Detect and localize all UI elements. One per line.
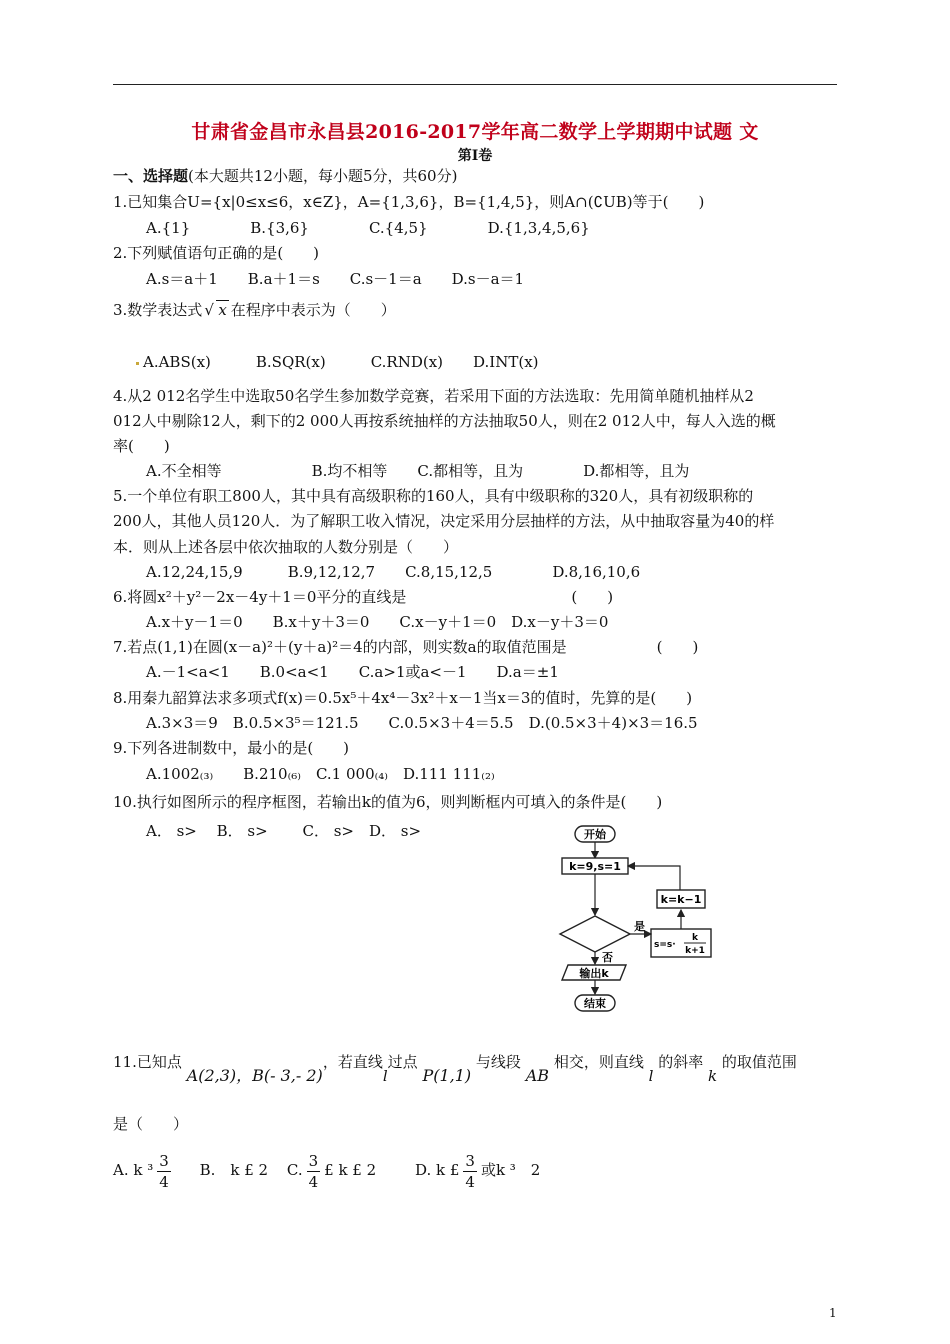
q4-line-1: 4.从2 012名学生中选取50名学生参加数学竞赛，若采用下面的方法选取：先用简单随机抽样从2 — [113, 387, 754, 405]
q8-stem: 8.用秦九韶算法求多项式f(x)＝0.5x⁵＋4x⁴－3x²＋x－1当x＝3的值时，先算的是( ) — [113, 689, 693, 707]
fraction — [307, 1151, 321, 1192]
q11-stem — [113, 1052, 843, 1092]
q1-options: A.{1} B.{3,6} C.{4,5} D.{1,3,4,5,6} — [146, 219, 590, 237]
q11-option-b: B. k £ 2 — [199, 1161, 269, 1179]
q11-option-a — [113, 1151, 175, 1191]
q11-point-p: P(1,1) — [422, 1066, 472, 1085]
q11-seg2: ，若直线 — [322, 1053, 383, 1071]
q11-option-c — [286, 1151, 377, 1191]
q9-stem: 9.下列各进制数中，最小的是( ) — [113, 739, 350, 757]
section-label: 一、选择题 — [113, 167, 189, 185]
q8-options: A.3×3＝9 B.0.5×3⁵＝121.5 C.0.5×3＋4＝5.5 D.(0.5×3＋4)×3＝16.5 — [146, 714, 698, 732]
fraction-denominator: 4 — [308, 1172, 319, 1191]
q3-stem-pre: 3.数学表达式 — [113, 301, 203, 319]
q5-line-2: 200人，其他人员120人．为了解职工收入情况，决定采用分层抽样的方法，从中抽取容量为40的样 — [113, 512, 775, 530]
q3-stem — [113, 300, 396, 320]
flowchart-update-den: k+1 — [685, 946, 705, 956]
q11-line-b: 是（ ） — [113, 1115, 189, 1133]
q7-stem: 7.若点(1,1)在圆(x－a)²＋(y＋a)²＝4的内部，则实数a的取值范围是 ( ) — [113, 638, 699, 656]
fraction-denominator: 4 — [159, 1172, 169, 1191]
q7-options: A.－1<a<1 B.0<a<1 C.a>1或a<－1 D.a＝±1 — [146, 663, 559, 681]
q9-options: A.1002₍₃₎ B.210₍₆₎ C.1 000₍₄₎ D.111 111₍₂₎ — [146, 765, 495, 783]
volume-label: 第Ⅰ卷 — [457, 148, 493, 164]
q11-options — [113, 1150, 613, 1194]
q1-stem: 1.已知集合U={x|0≤x≤6，x∈Z}，A={1,3,6}，B={1,4,5}，则A∩(∁UB)等于( ) — [113, 193, 705, 211]
document-title: 甘肃省金昌市永昌县2016-2017学年高二数学上学期期中试题 文 — [191, 121, 759, 143]
q11-seg1: 11.已知点 — [113, 1053, 182, 1071]
flowchart — [550, 820, 720, 1020]
q4-line-3: 率( ) — [113, 437, 170, 455]
fraction-numerator: 3 — [159, 1151, 169, 1170]
q5-line-3: 本．则从上述各层中依次抽取的人数分别是（ ） — [113, 538, 459, 556]
q11-line-l-2: l — [648, 1067, 654, 1085]
q5-line-1: 5.一个单位有职工800人，其中具有高级职称的160人，具有中级职称的320人，具有初级职称的 — [113, 487, 754, 505]
q11-segment-ab: AB — [525, 1066, 550, 1085]
q3-stem-post: 在程序中表示为（ ） — [230, 301, 396, 319]
flowchart-start-label: 开始 — [584, 828, 606, 841]
fraction — [157, 1151, 171, 1192]
flowchart-update-prefix: s=s· — [654, 940, 676, 950]
header-rule — [113, 84, 837, 85]
q11-seg6: 的斜率 — [658, 1053, 704, 1071]
flowchart-yes-label: 是 — [634, 920, 645, 933]
sqrt-expression — [204, 300, 228, 320]
sqrt-radicand: x — [218, 301, 227, 319]
q11-option-d-post: 或k ³ 2 — [480, 1161, 541, 1179]
q3-options: A.ABS(x) B.SQR(x) C.RND(x) D.INT(x) — [143, 353, 539, 371]
q2-stem: 2.下列赋值语句正确的是( ) — [113, 244, 320, 262]
page-number: 1 — [829, 1306, 837, 1320]
flowchart-init-label: k=9,s=1 — [569, 860, 621, 873]
flowchart-end-label: 结束 — [584, 997, 606, 1010]
q11-seg7: 的取值范围 — [721, 1053, 797, 1071]
q10-stem: 10.执行如图所示的程序框图，若输出k的值为6，则判断框内可填入的条件是( ) — [113, 793, 663, 811]
q6-stem: 6.将圆x²＋y²－2x－4y＋1＝0平分的直线是 ( ) — [113, 588, 614, 606]
q11-option-a-text: A. k ³ — [113, 1161, 154, 1179]
q4-options: A.不全相等 B.均不相等 C.都相等，且为 D.都相等，且为 — [146, 462, 690, 480]
q11-slope-k: k — [708, 1067, 718, 1085]
q10-options: A． s> B． s> C． s> D． s> — [146, 822, 422, 840]
q11-seg4: 与线段 — [475, 1053, 521, 1071]
flowchart-no-label: 否 — [602, 951, 613, 964]
q11-option-d-text: D. k £ — [414, 1161, 460, 1179]
fraction-denominator: 4 — [465, 1172, 475, 1191]
fraction-numerator: 3 — [465, 1151, 475, 1170]
fraction — [463, 1151, 477, 1192]
flowchart-update-num: k — [692, 933, 698, 943]
q2-options: A.s＝a＋1 B.a＋1＝s C.s－1＝a D.s－a＝1 — [146, 270, 525, 288]
fraction-numerator: 3 — [308, 1151, 319, 1170]
q11-option-d — [414, 1151, 541, 1191]
q11-line-l: l — [382, 1067, 388, 1085]
q11-option-c-post: £ k £ 2 — [324, 1161, 377, 1179]
q11-option-c-text: C. — [286, 1161, 303, 1179]
q6-options: A.x＋y－1＝0 B.x＋y＋3＝0 C.x－y＋1＝0 D.x－y＋3＝0 — [146, 613, 609, 631]
section-heading — [113, 166, 457, 186]
q11-points: A(2,3)，B(- 3,- 2) — [186, 1066, 323, 1085]
q4-line-2: 012人中剔除12人，剩下的2 000人再按系统抽样的方法抽取50人，则在2 012人中，每人入选的概 — [113, 412, 776, 430]
q11-seg3: 过点 — [387, 1053, 418, 1071]
section-note: (本大题共12小题，每小题5分，共60分) — [188, 167, 458, 185]
flowchart-decision — [560, 916, 630, 952]
q11-seg5: 相交，则直线 — [553, 1053, 644, 1071]
q3-options-line — [136, 352, 539, 372]
flowchart-output-label: 输出k — [579, 967, 609, 980]
q5-options: A.12,24,15,9 B.9,12,12,7 C.8,15,12,5 D.8,16,10,6 — [146, 563, 641, 581]
scan-mark — [136, 362, 139, 365]
flowchart-decrement-label: k=k−1 — [660, 893, 702, 906]
